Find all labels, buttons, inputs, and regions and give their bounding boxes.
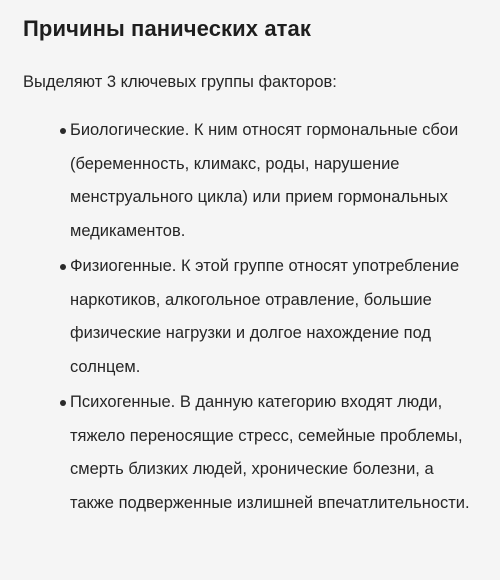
list-item-biological xyxy=(23,114,480,248)
bullet-dot-icon xyxy=(60,264,66,270)
article-intro: Выделяют 3 ключевых группы факторов: xyxy=(23,73,337,91)
list-item-physiogenic xyxy=(23,250,480,384)
factor-list xyxy=(23,114,480,520)
list-item-text: Биологические. К ним относят гормональные сбои (беременность, климакс, роды, нарушение менструального цикла) или прием гормональных медикаментов. xyxy=(70,121,459,240)
article-heading: Причины панических атак xyxy=(23,16,311,41)
bullet-dot-icon xyxy=(60,128,66,134)
list-item-text: Психогенные. В данную категорию входят люди, тяжело переносящие стресс, семейные проблемы, смерть близких людей, хронические болезни, а также подверженные излишней впечатлительности. xyxy=(70,393,470,512)
list-item-text: Физиогенные. К этой группе относят употребление наркотиков, алкогольное отравление, большие физические нагрузки и долгое нахождение под солнцем. xyxy=(70,257,460,376)
bullet-dot-icon xyxy=(60,400,66,406)
list-item-psychogenic xyxy=(23,386,480,520)
